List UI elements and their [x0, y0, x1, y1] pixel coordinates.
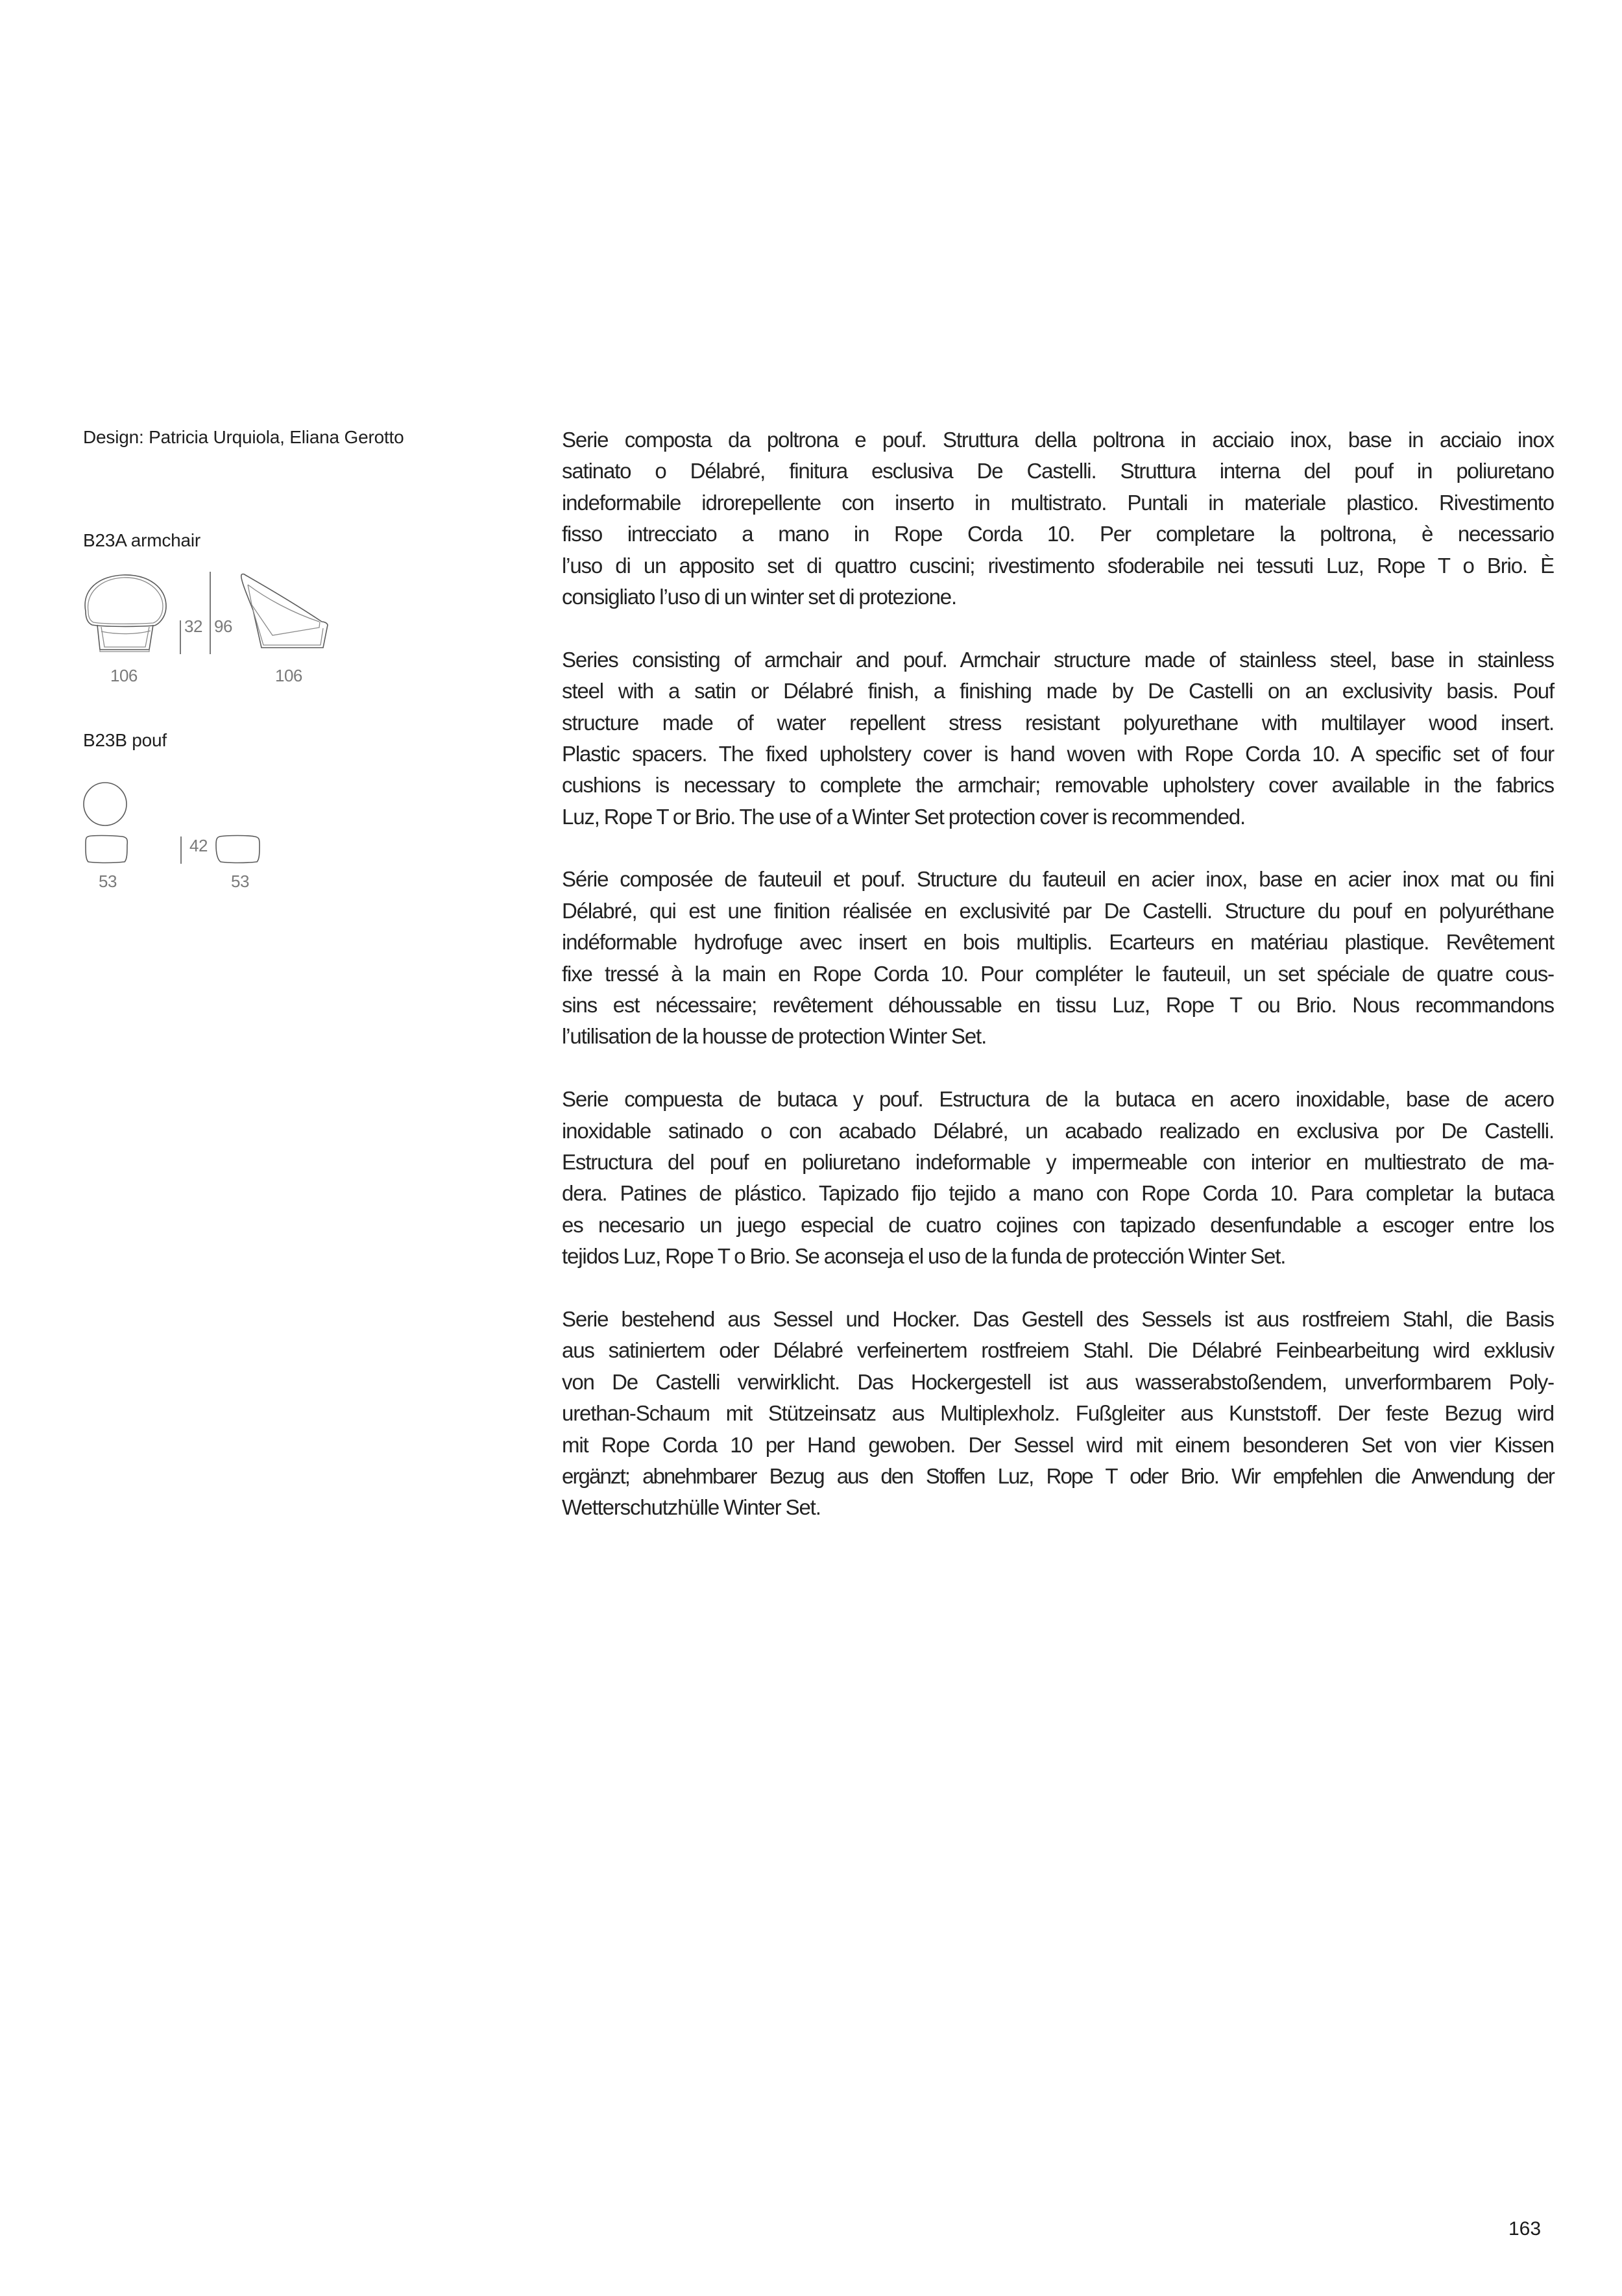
- text-line: l’utilisation de la housse de protection Winter Set.: [562, 1024, 987, 1049]
- paragraph-english: [562, 644, 1554, 833]
- text-line: Series consisting of armchair and pouf. Armchair structure made of stainless steel, base in stainless: [562, 647, 1554, 672]
- text-line: satinato o Délabré, finitura esclusiva De Castelli. Struttura interna del pouf in poliuretano: [562, 459, 1554, 483]
- designer-credit: Design: Patricia Urquiola, Eliana Gerotto: [83, 427, 404, 447]
- text-line: von De Castelli verwirklicht. Das Hockergestell ist aus wasserabstoßendem, unverformbarem Poly-: [562, 1369, 1554, 1394]
- page-number: 163: [1508, 2218, 1542, 2240]
- text-line: indeformabile idrorepellente con inserto in multistrato. Puntali in materiale plastico. Rivestimento: [562, 490, 1554, 515]
- text-line: steel with a satin or Délabré finish, a finishing made by De Castelli on an exclusivity basis. Pouf: [562, 679, 1554, 703]
- text-line: Série composée de fauteuil et pouf. Structure du fauteuil en acier inox, base en acier inox mat ou fini: [562, 867, 1554, 892]
- text-line: sins est nécessaire; revêtement déhoussable en tissu Luz, Rope T ou Brio. Nous recommandons: [562, 993, 1554, 1018]
- text-line: es necesario un juego especial de cuatro cojines con tapizado desenfundable a escoger entre los: [562, 1212, 1554, 1237]
- text-line: l’uso di un apposito set di quattro cuscini; rivestimento sfoderabile nei tessuti Luz, Rope T o Brio. È: [562, 553, 1554, 578]
- text-line: indéformable hydrofuge avec insert en bois multiplis. Ecarteurs en matériau plastique. Revêtement: [562, 930, 1554, 955]
- armchair-depth-dimension: 106: [275, 666, 302, 685]
- pouf-depth-dimension: 53: [231, 872, 249, 891]
- paragraph-french: [562, 864, 1554, 1052]
- text-line: consigliato l’uso di un winter set di protezione.: [562, 584, 957, 609]
- armchair-width-dimension: 106: [110, 666, 138, 685]
- text-line: ergänzt; abnehmbarer Bezug aus den Stoffen Luz, Rope T oder Brio. Wir empfehlen die Anwendung der: [562, 1463, 1554, 1488]
- text-line: tejidos Luz, Rope T o Brio. Se aconseja el uso de la funda de protección Winter Set.: [562, 1244, 1286, 1269]
- pouf-height-dimension: 42: [189, 836, 208, 855]
- paragraph-spanish: [562, 1084, 1554, 1272]
- paragraph-italian: [562, 424, 1554, 613]
- text-line: structure made of water repellent stress resistant polyurethane with multilayer wood insert.: [562, 710, 1554, 735]
- pouf-product-label: B23B pouf: [83, 730, 167, 750]
- text-line: fixe tressé à la main en Rope Corda 10. Pour compléter le fauteuil, un set spéciale de quatre cous-: [562, 961, 1554, 986]
- text-line: Luz, Rope T or Brio. The use of a Winter Set protection cover is recommended.: [562, 804, 1246, 829]
- text-line: Wetterschutzhülle Winter Set.: [562, 1495, 821, 1520]
- pouf-width-dimension: 53: [99, 872, 117, 891]
- text-line: inoxidable satinado o con acabado Délabré, un acabado realizado en exclusiva por De Castelli.: [562, 1118, 1554, 1143]
- text-line: mit Rope Corda 10 per Hand gewoben. Der Sessel wird mit einem besonderen Set von vier Kissen: [562, 1432, 1554, 1457]
- text-line: urethan-Schaum mit Stützeinsatz aus Multiplexholz. Fußgleiter aus Kunststoff. Der feste Bezug wird: [562, 1401, 1554, 1426]
- paragraph-german: [562, 1304, 1554, 1524]
- description-text-column: [562, 424, 1554, 1555]
- armchair-total-height-dimension: 96: [214, 617, 232, 636]
- text-line: cushions is necessary to complete the armchair; removable upholstery cover available in the fabrics: [562, 773, 1554, 798]
- text-line: Serie bestehend aus Sessel und Hocker. Das Gestell des Sessels ist aus rostfreiem Stahl, die Basis: [562, 1306, 1554, 1331]
- text-line: Plastic spacers. The fixed upholstery cover is hand woven with Rope Corda 10. A specific set of four: [562, 741, 1554, 766]
- text-line: Estructura del pouf en poliuretano indeformable y impermeable con interior en multiestrato de ma-: [562, 1149, 1554, 1174]
- text-line: Délabré, qui est une finition réalisée en exclusivité par De Castelli. Structure du pouf en polyuréthane: [562, 898, 1554, 923]
- text-line: fisso intrecciato a mano in Rope Corda 10. Per completare la poltrona, è necessario: [562, 522, 1554, 546]
- pouf-drawing-icon: [78, 772, 272, 870]
- text-line: dera. Patines de plástico. Tapizado fijo tejido a mano con Rope Corda 10. Para completar la butaca: [562, 1181, 1554, 1206]
- armchair-front-view-drawing-icon: [78, 565, 350, 662]
- text-line: aus satiniertem oder Délabré verfeinertem rostfreiem Stahl. Die Délabré Feinbearbeitung wird exklusiv: [562, 1338, 1554, 1363]
- text-line: Serie composta da poltrona e pouf. Struttura della poltrona in acciaio inox, base in acciaio inox: [562, 428, 1554, 452]
- armchair-seat-height-dimension: 32: [184, 617, 202, 636]
- text-line: Serie compuesta de butaca y pouf. Estructura de la butaca en acero inoxidable, base de acero: [562, 1087, 1554, 1112]
- armchair-product-label: B23A armchair: [83, 530, 201, 550]
